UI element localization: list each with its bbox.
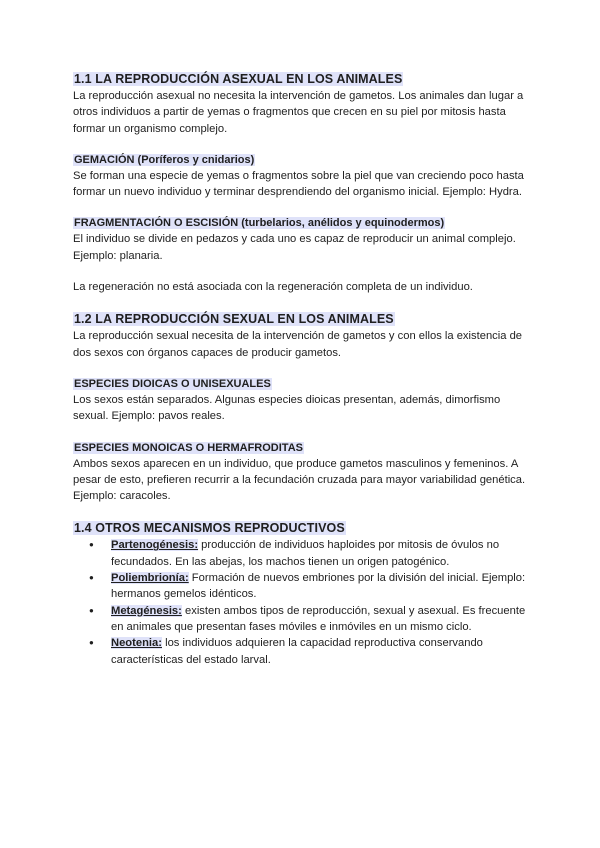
section-1-2-heading [73,311,533,328]
section-1-1-body: La reproducción asexual no necesita la intervención de gametos. Los animales dan lugar a otros individuos a partir de yemas o fragmentos que crecen en su piel por mitosis hasta formar un organismo complejo. [73,90,524,135]
list-item-poliembrionia [111,570,533,603]
term-metagenesis: Metagénesis: [111,604,182,617]
dioicas-heading [73,376,533,392]
text-poliembrionia: Formación de nuevos embriones por la división del inicial. Ejemplo: hermanos gemelos idénticos. [111,572,526,601]
dioicas-title: ESPECIES DIOICAS O UNISEXUALES [74,377,271,390]
section-1-1-heading [73,71,533,88]
section-1-1-title: 1.1 LA REPRODUCCIÓN ASEXUAL EN LOS ANIMALES [74,72,403,86]
text-neotenia: los individuos adquieren la capacidad reproductiva conservando características del estado larval. [111,637,483,666]
fragmentacion-body: El individuo se divide en pedazos y cada uno es capaz de reproducir un animal complejo. Ejemplo: planaria. [73,233,516,262]
term-poliembrionia: Poliembrionía: [111,572,189,585]
text-partenogenesis: producción de individuos haploides por mitosis de óvulos no fecundados. En las abejas, los machos tienen un origen patogénico. [111,539,500,568]
section-1-2-body: La reproducción sexual necesita de la intervención de gametos y con ellos la existencia de dos sexos con órganos capaces de producir gametos. [73,330,523,359]
text-metagenesis: existen ambos tipos de reproducción, sexual y asexual. Es frecuente en animales que presentan fases móviles e inmóviles en un mismo ciclo. [111,604,526,633]
monoicas-body: Ambos sexos aparecen en un individuo, que produce gametos masculinos y femeninos. A pesar de esto, prefieren recurrir a la fecundación cruzada para mayor variabilidad genética. Ejemplo: caracoles. [73,457,526,503]
term-neotenia: Neotenia: [111,637,162,650]
list-item-neotenia [111,635,533,668]
list-item-partenogenesis [111,537,533,570]
section-1-4-title: 1.4 OTROS MECANISMOS REPRODUCTIVOS [74,521,345,536]
gemacion-body: Se forman una especie de yemas o fragmentos sobre la piel que van creciendo poco hasta formar un nuevo individuo y terminar desprendiendo del organismo inicial. Ejemplo: Hydra. [73,169,524,199]
gemacion-heading [73,152,533,168]
term-partenogenesis: Partenogénesis: [111,539,199,552]
fragmentacion-title: FRAGMENTACIÓN O ESCISIÓN (turbelarios, anélidos y equinodermos) [74,217,445,230]
monoicas-title: ESPECIES MONOICAS O HERMAFRODITAS [74,441,303,454]
document-page [73,71,533,668]
fragmentacion-heading [73,215,533,231]
list-item-metagenesis [111,603,533,636]
monoicas-heading [73,440,533,456]
section-1-2-title: 1.2 LA REPRODUCCIÓN SEXUAL EN LOS ANIMALES [74,312,394,327]
section-1-4-heading [73,520,533,537]
regeneracion-note: La regeneración no está asociada con la regeneración completa de un individuo. [73,281,473,294]
mechanisms-list [73,537,533,667]
dioicas-body: Los sexos están separados. Algunas especies dioicas presentan, además, dimorfismo sexual. Ejemplo: pavos reales. [73,393,501,423]
gemacion-title: GEMACIÓN (Poríferos y cnidarios) [74,153,255,166]
